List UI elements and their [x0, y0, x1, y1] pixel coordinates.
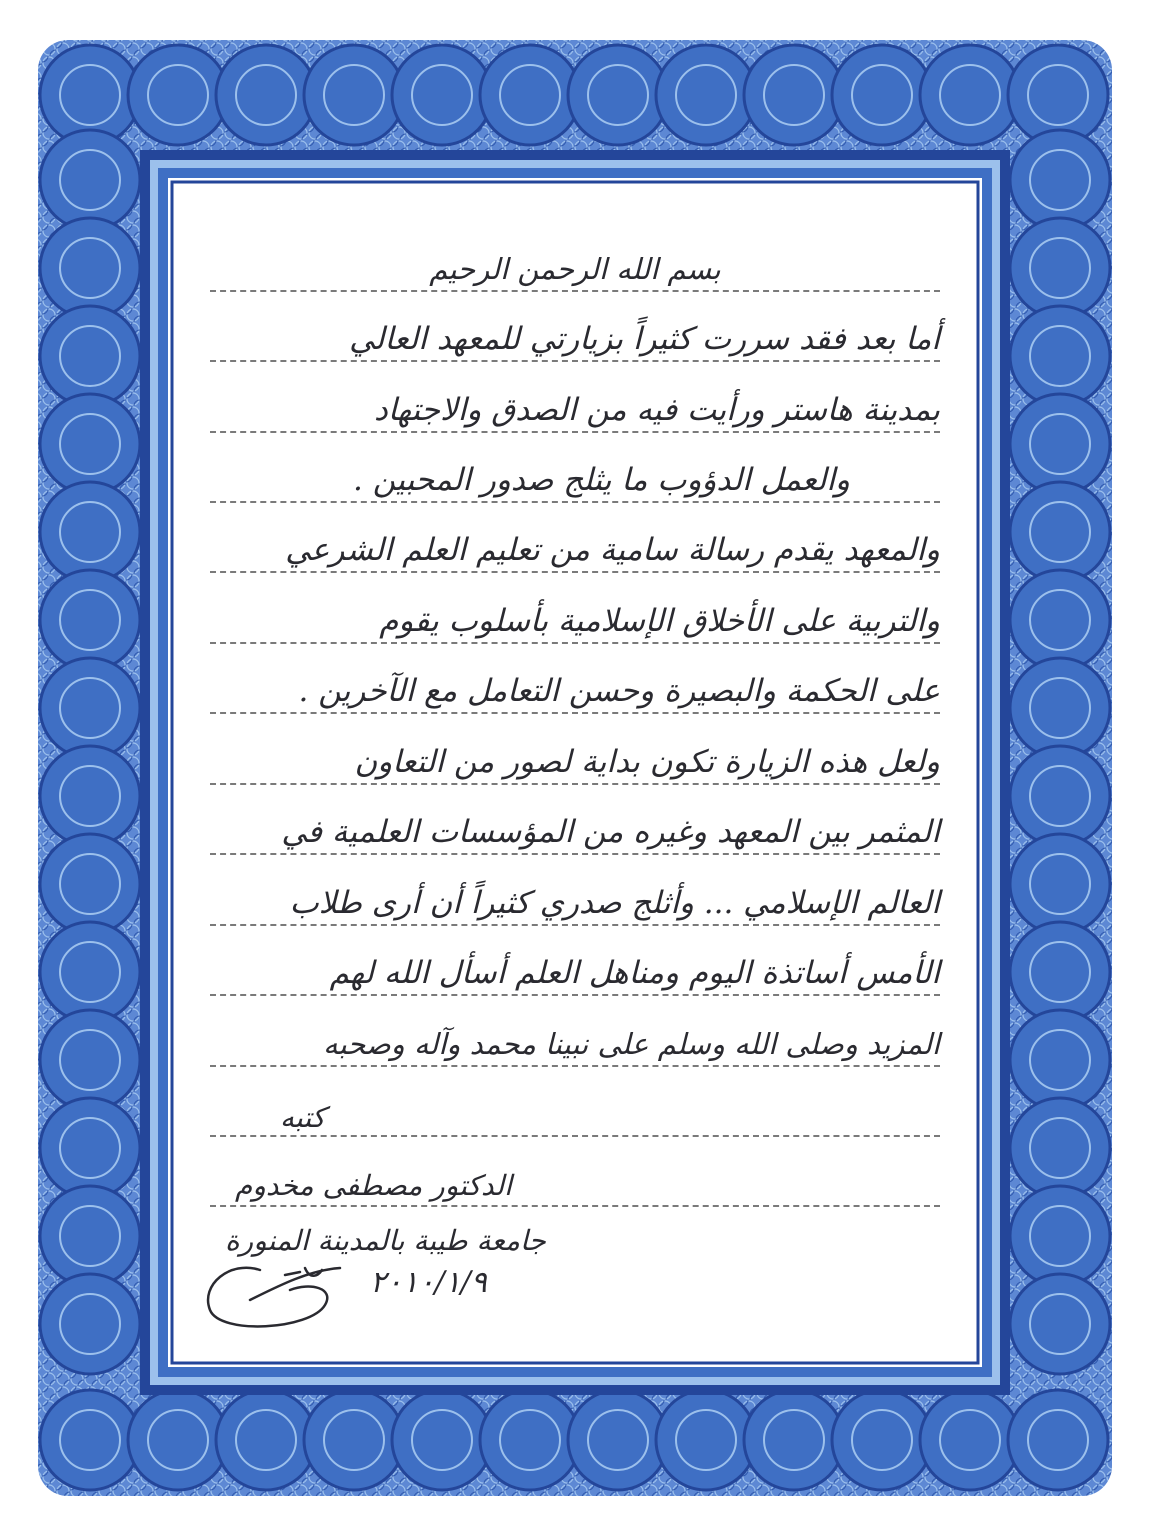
- letter-line-1: أما بعد فقد سررت كثيراً بزيارتي للمعهد العالي: [349, 321, 940, 357]
- border-scallop: [392, 1390, 492, 1490]
- ruled-line: [210, 994, 940, 996]
- border-scallop: [1010, 218, 1110, 318]
- border-scallop: [480, 45, 580, 145]
- letter-line-7: ولعل هذه الزيارة تكون بداية لصور من التعاون: [354, 744, 940, 780]
- border-scallop: [1010, 746, 1110, 846]
- border-scallop: [1010, 1010, 1110, 1110]
- border-scallop: [1010, 130, 1110, 230]
- border-scallop: [40, 570, 140, 670]
- border-scallop: [1010, 306, 1110, 406]
- letter-line-8: المثمر بين المعهد وغيره من المؤسسات العلمية في: [281, 814, 940, 850]
- ruled-line: [210, 290, 940, 292]
- ruled-line: [210, 1205, 940, 1207]
- handwritten-signature: [190, 1230, 390, 1340]
- border-scallop: [128, 45, 228, 145]
- letter-line-4: والمعهد يقدم رسالة سامية من تعليم العلم الشرعي: [285, 532, 940, 568]
- border-scallop: [480, 1390, 580, 1490]
- border-scallop: [40, 394, 140, 494]
- border-scallop: [1010, 482, 1110, 582]
- border-scallop: [216, 1390, 316, 1490]
- border-scallop: [1010, 834, 1110, 934]
- border-scallop: [1010, 1186, 1110, 1286]
- border-scallop: [920, 45, 1020, 145]
- letter-line-10: الأمس أساتذة اليوم ومناهل العلم أسأل الله لهم: [329, 955, 940, 991]
- border-scallop: [216, 45, 316, 145]
- ruled-line: [210, 360, 940, 362]
- letter-line-9: العالم الإسلامي ... وأثلج صدري كثيراً أن أرى طلاب: [289, 885, 940, 921]
- letter-line-6: على الحكمة والبصيرة وحسن التعامل مع الآخرين .: [298, 673, 940, 709]
- border-scallop: [40, 218, 140, 318]
- border-scallop: [40, 1098, 140, 1198]
- border-scallop: [40, 1186, 140, 1286]
- ruled-line: [210, 431, 940, 433]
- border-scallop: [744, 45, 844, 145]
- border-scallop: [40, 1274, 140, 1374]
- border-scallop: [1010, 1274, 1110, 1374]
- ruled-line: [210, 1065, 940, 1067]
- border-scallop: [920, 1390, 1020, 1490]
- letter-line-3: والعمل الدؤوب ما يثلج صدور المحبين .: [353, 462, 850, 498]
- border-scallop: [40, 1010, 140, 1110]
- border-scallop: [40, 306, 140, 406]
- ruled-line: [210, 783, 940, 785]
- letter-line-2: بمدينة هاستر ورأيت فيه من الصدق والاجتهاد: [374, 392, 940, 428]
- border-scallop: [40, 746, 140, 846]
- ruled-line: [210, 642, 940, 644]
- border-scallop: [568, 45, 668, 145]
- border-scallop: [568, 1390, 668, 1490]
- wrote-by-label: كتبه: [280, 1101, 326, 1134]
- border-scallop: [1010, 570, 1110, 670]
- border-scallop: [40, 1390, 140, 1490]
- letter-line-11: المزيد وصلى الله وسلم على نبينا محمد وآله وصحبه: [323, 1027, 940, 1061]
- border-scallop: [1010, 922, 1110, 1022]
- border-scallop: [832, 1390, 932, 1490]
- border-scallop: [128, 1390, 228, 1490]
- border-scallop: [744, 1390, 844, 1490]
- border-scallop: [656, 45, 756, 145]
- border-scallop: [40, 130, 140, 230]
- ruled-line: [210, 501, 940, 503]
- basmala-heading: بسم الله الرحمن الرحيم: [429, 252, 721, 286]
- letter-date: ٢٠١٠/١/٩: [370, 1265, 487, 1300]
- border-scallop: [392, 45, 492, 145]
- border-scallop: [304, 45, 404, 145]
- letter-line-5: والتربية على الأخلاق الإسلامية بأسلوب يقوم: [379, 603, 940, 639]
- ruled-line: [210, 853, 940, 855]
- letter-body: [180, 185, 970, 1360]
- border-scallop: [40, 834, 140, 934]
- border-scallop: [1008, 1390, 1108, 1490]
- ruled-line: [210, 571, 940, 573]
- ruled-line: [210, 924, 940, 926]
- border-scallop: [40, 482, 140, 582]
- border-scallop: [832, 45, 932, 145]
- border-scallop: [1010, 1098, 1110, 1198]
- ruled-line: [210, 712, 940, 714]
- border-scallop: [1010, 658, 1110, 758]
- border-scallop: [40, 922, 140, 1022]
- border-scallop: [656, 1390, 756, 1490]
- author-name: الدكتور مصطفى مخدوم: [235, 1169, 512, 1202]
- border-scallop: [1010, 394, 1110, 494]
- border-scallop: [304, 1390, 404, 1490]
- author-affiliation: جامعة طيبة بالمدينة المنورة: [225, 1224, 546, 1257]
- border-scallop: [40, 658, 140, 758]
